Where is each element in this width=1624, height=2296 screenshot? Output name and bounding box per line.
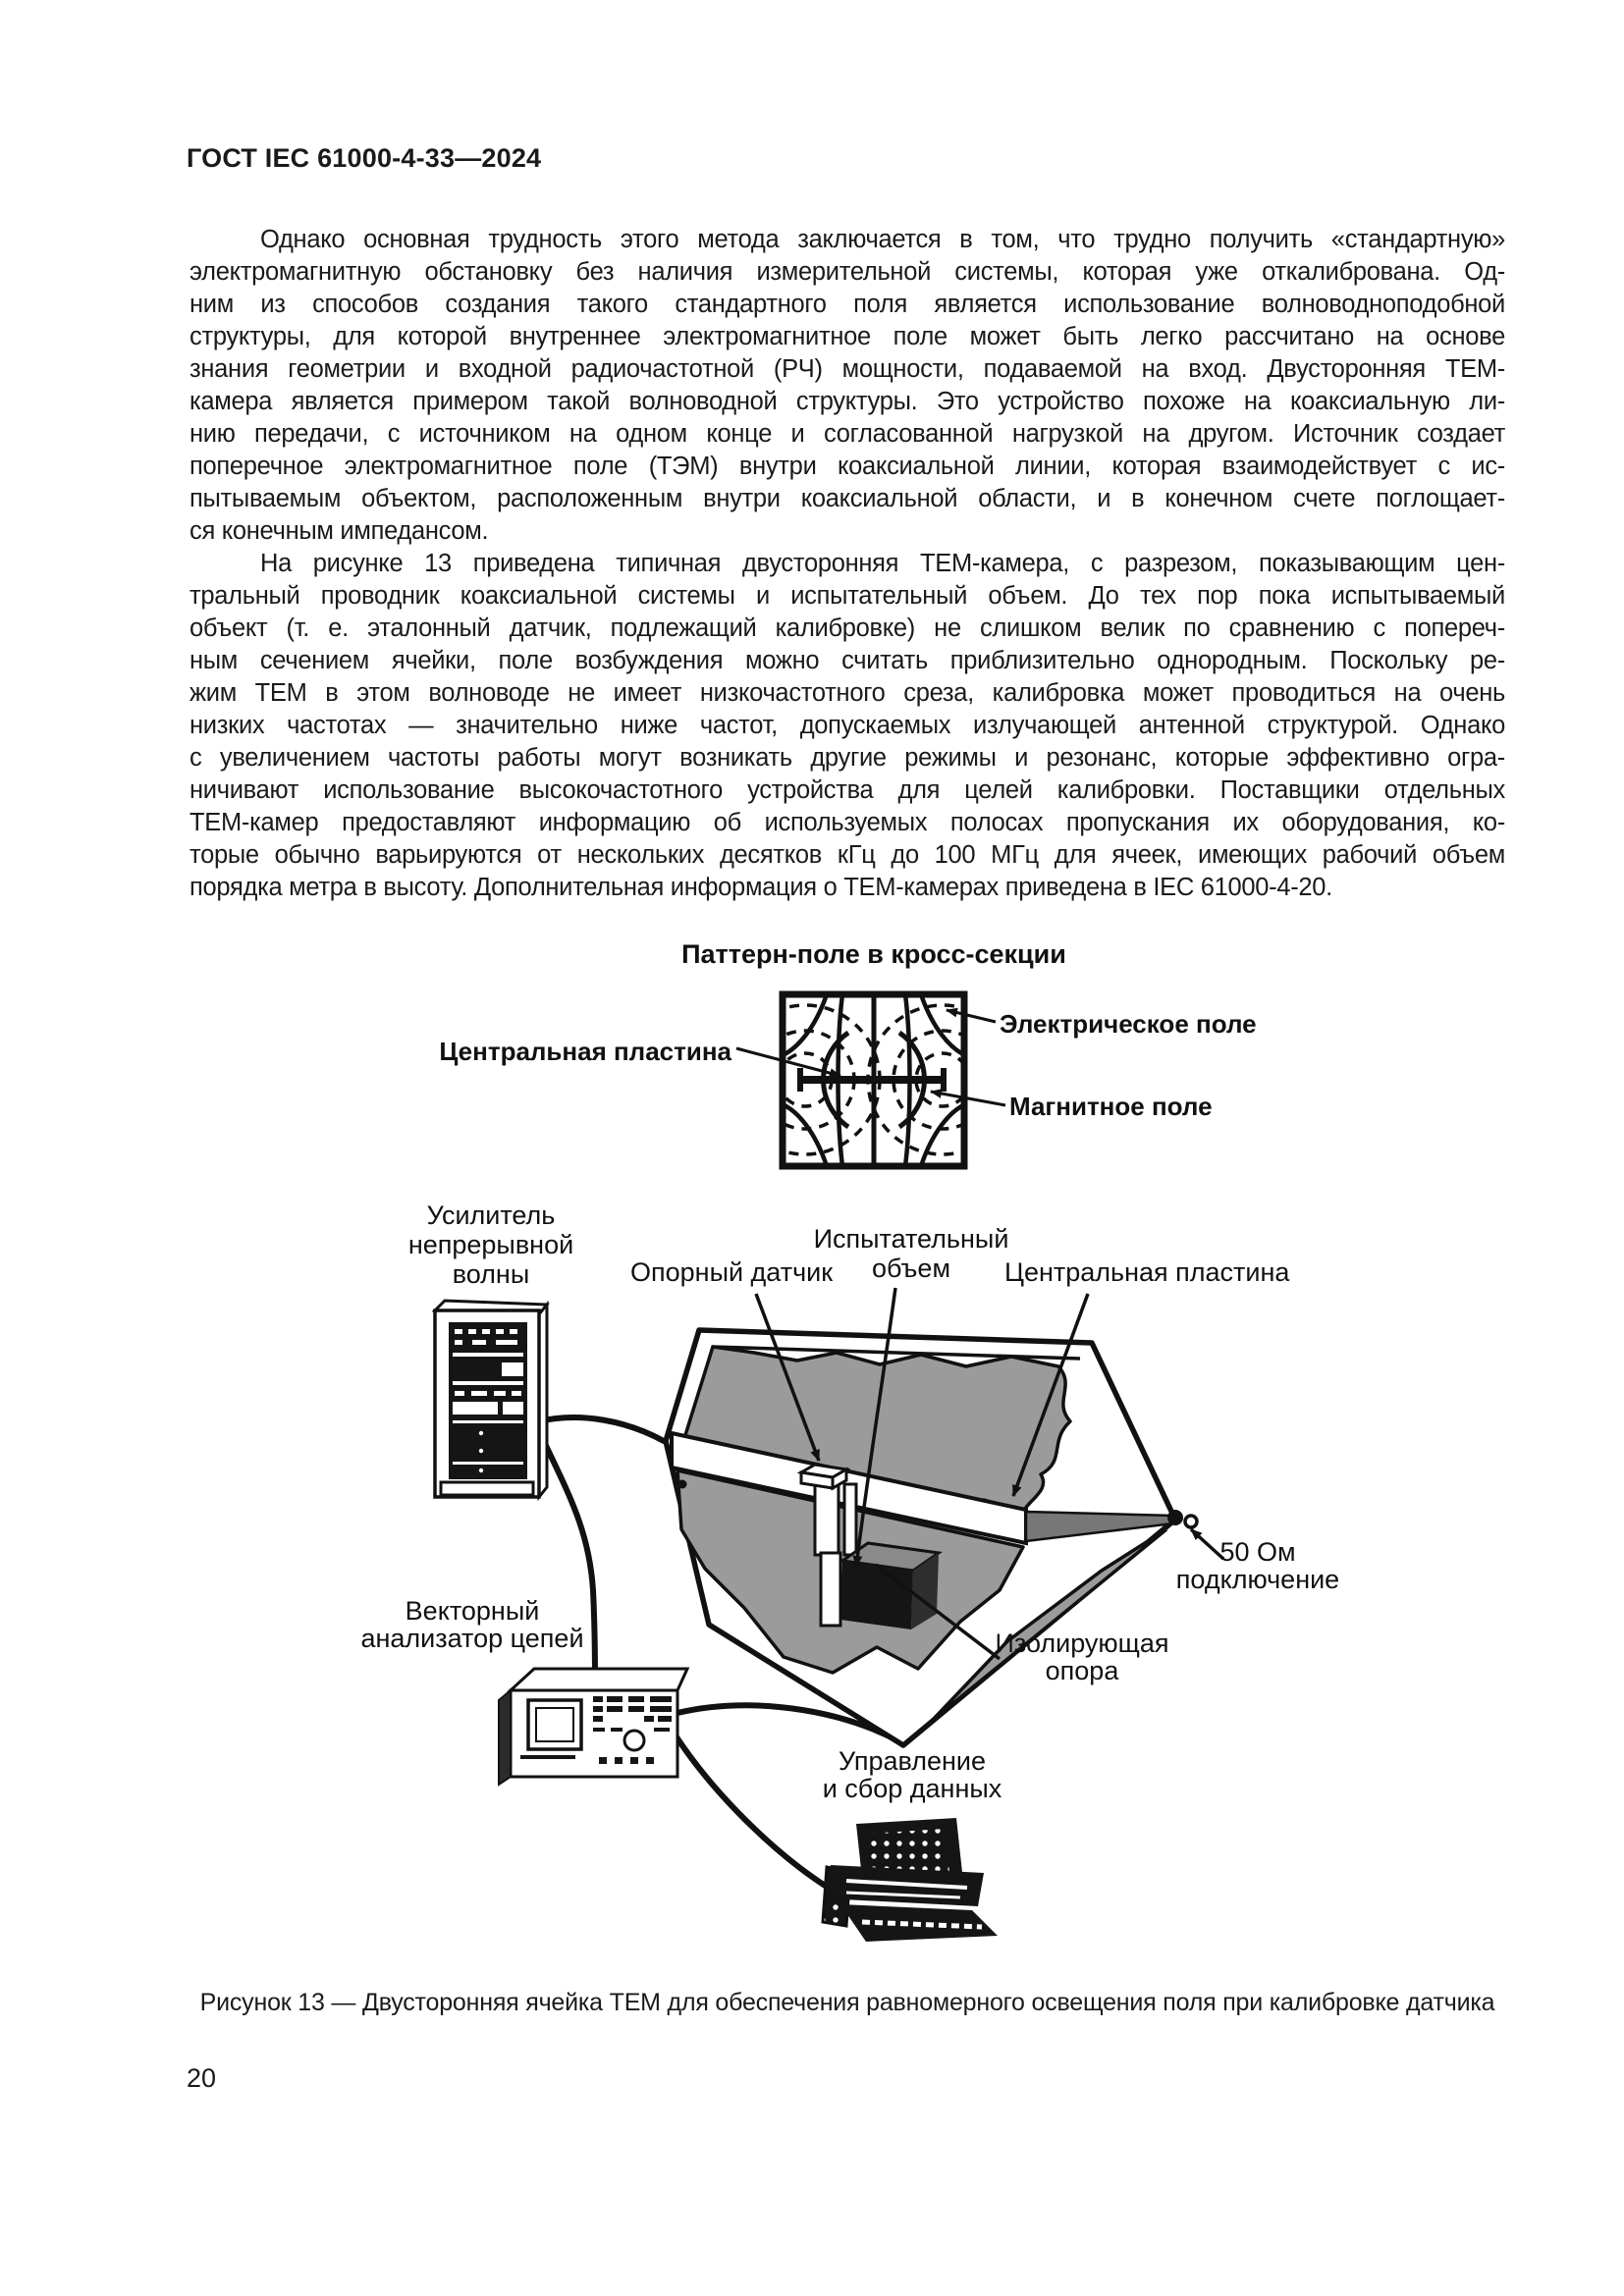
body-line: камера является примером такой волноводной структуры. Это устройство похоже на коаксиальную ли- xyxy=(189,388,1505,415)
body-line: пытываемым объектом, расположенным внутри коаксиальной области, и в конечном счете поглощает- xyxy=(189,485,1505,512)
body-line: ничивают использование высокочастотного устройства для целей калибровки. Поставщики отдельных xyxy=(189,776,1505,804)
body-line: Однако основная трудность этого метода заключается в том, что трудно получить «стандартную» xyxy=(260,226,1505,253)
body-line: структуры, для которой внутреннее электромагнитное поле может быть легко рассчитано на основе xyxy=(189,323,1505,350)
body-line: электромагнитную обстановку без наличия измерительной системы, которая уже откалибрована. Од- xyxy=(189,258,1505,286)
body-line: ним из способов создания такого стандартного поля является использование волноводноподобной xyxy=(189,291,1505,318)
fifty-ohm-label-line1: 50 Ом xyxy=(1219,1537,1296,1567)
test-volume-label-line1: Испытательный xyxy=(813,1224,1009,1254)
cross-section-diagram xyxy=(439,939,1256,1166)
amplifier-label-line3: волны xyxy=(452,1259,530,1289)
body-line: поперечное электромагнитное поле (ТЭМ) внутри коаксиальной линии, которая взаимодействует с ис- xyxy=(189,453,1505,480)
cw-amplifier-rack xyxy=(435,1301,547,1497)
insulating-support-label-line1: Изолирующая xyxy=(995,1629,1169,1658)
body-line: нию передачи, с источником на одном конце и согласованной нагрузкой на другом. Источник создает xyxy=(189,420,1505,448)
reference-sensor-label: Опорный датчик xyxy=(630,1257,834,1287)
amplifier-label-line1: Усилитель xyxy=(426,1201,556,1230)
body-line: ся конечным импедансом. xyxy=(189,517,489,545)
page-header: ГОСТ IEC 61000-4-33—2024 xyxy=(187,143,542,173)
control-label-line1: Управление xyxy=(838,1746,987,1776)
insulating-support-label-line2: опора xyxy=(1045,1656,1119,1685)
vna-label-line2: анализатор цепей xyxy=(360,1624,584,1653)
body-line: порядка метра в высоту. Дополнительная информация о ТЕМ-камерах приведена в IEC 61000-4-20. xyxy=(189,874,1332,901)
body-line: объект (т. е. эталонный датчик, подлежащий калибровке) не слишком велик по сравнению с попереч- xyxy=(189,614,1505,642)
reference-sensor-shape xyxy=(801,1465,846,1488)
body-line: тральный проводник коаксиальной системы и испытательный объем. До тех пор пока испытываемый xyxy=(189,582,1505,610)
body-line: ным сечением ячейки, поле возбуждения можно считать приблизительно однородным. Поскольку ре- xyxy=(189,647,1505,674)
electric-field-label: Электрическое поле xyxy=(1000,1009,1257,1039)
cross-section-title: Паттерн-поле в кросс-секции xyxy=(681,939,1066,969)
body-line: торые обычно варьируются от нескольких десятков кГц до 100 МГц для ячеек, имеющих рабочий объем xyxy=(189,841,1505,869)
control-computer xyxy=(823,1818,998,1942)
fifty-ohm-label-line2: подключение xyxy=(1175,1565,1340,1594)
electric-field-leader xyxy=(947,1010,996,1022)
tem-cell-diagram xyxy=(360,1201,1339,1942)
test-object-front xyxy=(840,1561,913,1629)
insulating-support-shape xyxy=(821,1553,840,1626)
central-plate-label: Центральная пластина xyxy=(439,1037,731,1066)
body-line: ТЕМ-камер предоставляют информацию об используемых полосах пропускания их оборудования, ко- xyxy=(189,809,1505,836)
vector-network-analyzer xyxy=(499,1669,687,1785)
body-line: низких частотах — значительно ниже частот, допускаемых излучающей антенной структурой. Однако xyxy=(189,712,1505,739)
central-plate-diagram-label: Центральная пластина xyxy=(1004,1257,1290,1287)
figure-caption: Рисунок 13 — Двусторонняя ячейка ТЕМ для обеспечения равномерного освещения поля при калибровке датчика xyxy=(199,1989,1495,2016)
body-line: с увеличением частоты работы могут возникать другие режимы и резонанс, которые эффективно огра- xyxy=(189,744,1505,772)
vna-label-line1: Векторный xyxy=(405,1596,540,1626)
test-volume-label-line2: объем xyxy=(871,1254,951,1283)
page-number: 20 xyxy=(187,2063,217,2093)
magnetic-field-label: Магнитное поле xyxy=(1009,1092,1213,1121)
body-line: жим ТЕМ в этом волноводе не имеет низкочастотного среза, калибровка может проводиться на очень xyxy=(189,679,1505,707)
body-line: знания геометрии и входной радиочастотной (РЧ) мощности, подаваемой на вход. Двусторонняя ТЕМ- xyxy=(189,355,1505,383)
control-label-line2: и сбор данных xyxy=(822,1774,1002,1803)
amplifier-label-line2: непрерывной xyxy=(407,1230,574,1259)
magnetic-field-leader xyxy=(931,1092,1005,1105)
body-line: На рисунке 13 приведена типичная двусторонняя ТЕМ-камера, с разрезом, показывающим цен- xyxy=(260,550,1505,577)
